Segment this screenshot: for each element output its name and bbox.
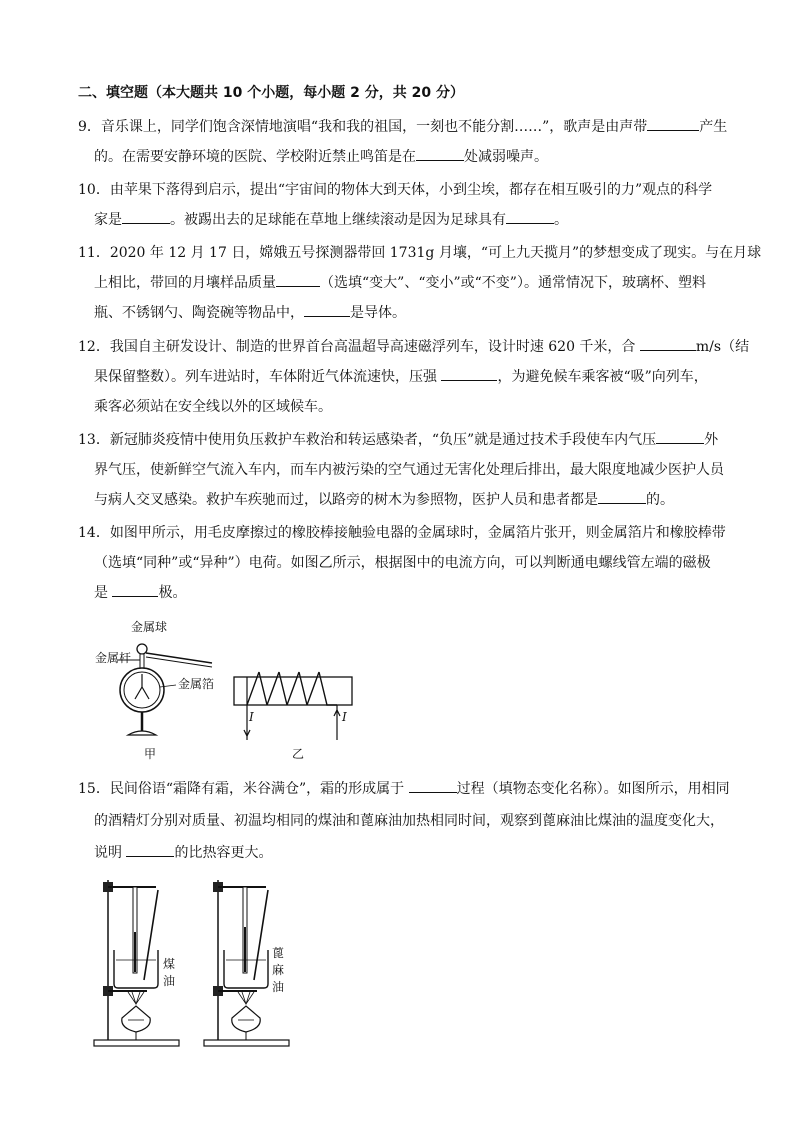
q14-text: 是 [94,585,113,601]
q15-text: 过程（填物态变化名称）。如图所示，用相同 [456,781,730,797]
q9-text: 产生 [699,119,728,135]
q10-line-1: 10．由苹果下落得到启示，提出“宇宙间的物体大到天体，小到尘埃，都存在相互吸引的力”观点的科学 [78,182,713,198]
q10-text: 家是 [94,212,122,228]
q13-text: 外 [704,432,719,448]
label-castor-2: 麻 [272,963,285,977]
q13-line-3 [94,489,674,509]
q15-line-3 [94,842,272,862]
q9-text: 的。在需要安静环境的医院、学校附近禁止鸣笛是在 [94,149,416,165]
q9-blank-2[interactable] [416,146,464,161]
q12-text: ，为避免候车乘客被“吸”向列车， [497,369,708,385]
label-current-right: I [342,710,347,724]
label-current-left: I [249,710,254,724]
q10-blank-2[interactable] [506,209,554,224]
label-castor-1: 蓖 [272,946,285,960]
q15-text: 的比热容更大。 [174,845,273,861]
label-metal-ball: 金属球 [131,620,168,634]
q13-line-1 [78,429,718,449]
solenoid-diagram [232,664,357,744]
q11-line-2 [94,272,706,292]
q15-line-1 [78,778,730,798]
q11-text: 是导体。 [350,305,406,321]
q14-line-1: 14．如图甲所示，用毛皮摩擦过的橡胶棒接触验电器的金属球时，金属箔片张开，则金属箔片和橡胶棒带 [78,525,726,541]
q12-line-3: 乘客必须站在安全线以外的区域候车。 [94,399,332,415]
q11-text: 瓶、不锈钢勺、陶瓷碗等物品中， [94,305,304,321]
q10-line-2 [94,209,568,229]
q13-line-2: 界气压，使新鲜空气流入车内，而车内被污染的空气通过无害化处理后排出，最大限度地减少医护人员 [94,462,724,478]
q13-text: 13．新冠肺炎疫情中使用负压救护车救治和转运感染者，“负压”就是通过技术手段使车内气压 [78,432,657,448]
section-title: 二、填空题（本大题共 10 个小题，每小题 2 分，共 20 分） [78,85,464,101]
q10-blank-1[interactable] [122,209,170,224]
q15-text: 15．民间俗语“霜降有霜，米谷满仓”，霜的形成属于 [78,781,409,797]
q11-blank-2[interactable] [304,302,350,317]
q12-text: 果保留整数）。列车进站时，车体附近气体流速快，压强 [94,369,442,385]
q12-blank-1[interactable] [640,336,696,351]
q15-blank-2[interactable] [126,842,174,857]
q11-line-3 [94,302,406,322]
q10-text: 。被踢出去的足球能在草地上继续滚动是因为足球具有 [170,212,506,228]
q9-line-2 [94,146,548,166]
q11-text: （选填“变大”、“变小”或“不变”）。通常情况下，玻璃杯、塑料 [320,275,706,291]
q12-line-1 [78,336,749,356]
q13-blank-1[interactable] [656,429,704,444]
label-yi: 乙 [292,747,305,761]
q14-line-3 [94,582,186,602]
label-kerosene-1: 煤 [163,957,176,971]
q11-line-1: 11．2020 年 12 月 17 日，嫦娥五号探测器带回 1731g 月壤，“可上九天揽月”的梦想变成了现实。与在月球 [78,245,762,261]
label-jia: 甲 [144,747,157,761]
label-metal-rod: 金属杆 [95,651,132,665]
q9-text: 处减弱噪声。 [464,149,548,165]
electroscope-diagram [110,635,230,740]
q14-blank-2[interactable] [112,582,158,597]
q14-line-2: （选填“同种”或“异种”）电荷。如图乙所示，根据图中的电流方向，可以判断通电螺线管左端的磁极 [94,555,711,571]
q15-text: 说明 [94,845,127,861]
q12-text: m/s（结 [695,339,750,355]
label-castor-3: 油 [272,980,285,994]
q12-line-2 [94,366,708,386]
q13-text: 的。 [646,492,674,508]
q13-blank-2[interactable] [598,489,646,504]
q15-line-2: 的酒精灯分别对质量、初温均相同的煤油和蓖麻油加热相同时间，观察到蓖麻油比煤油的温度变化大， [94,813,724,829]
q11-blank-1[interactable] [276,272,320,287]
q11-text: 上相比，带回的月壤样品质量 [94,275,276,291]
label-kerosene-2: 油 [163,974,176,988]
q15-blank-1[interactable] [409,778,457,793]
q9-blank-1[interactable] [647,116,699,131]
q12-blank-2[interactable] [441,366,497,381]
q12-text: 12．我国自主研发设计、制造的世界首台高温超导高速磁浮列车，设计时速 620 千米，合 [78,339,640,355]
q9-text: 9．音乐课上，同学们饱含深情地演唱“我和我的祖国，一刻也不能分割……”，歌声是由声带 [78,119,648,135]
q10-text: 。 [554,212,568,228]
label-metal-foil: 金属箔 [178,677,215,691]
q9-line-1 [78,116,727,136]
q13-text: 与病人交叉感染。救护车疾驰而过，以路旁的树木为参照物，医护人员和患者都是 [94,492,598,508]
q14-text: 极。 [158,585,187,601]
